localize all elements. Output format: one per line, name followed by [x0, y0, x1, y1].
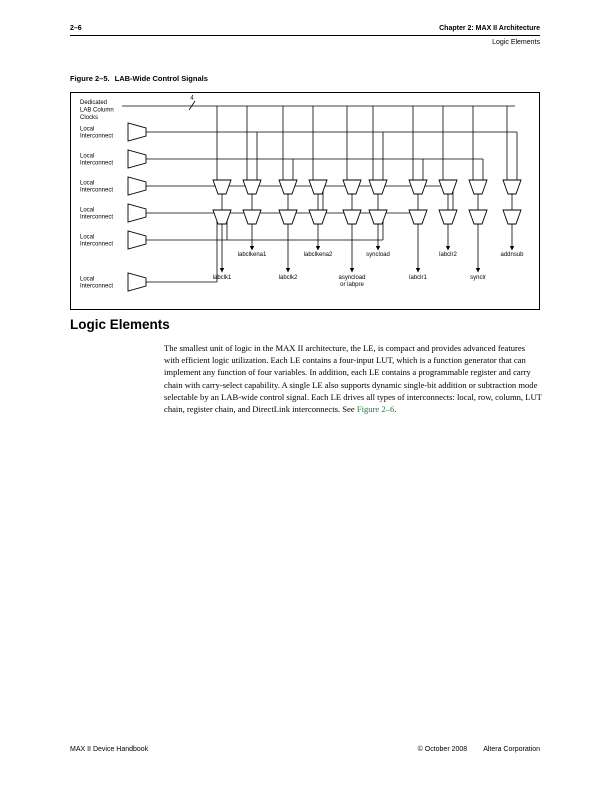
- li1-label-line1: Local: [80, 126, 95, 133]
- signal-label-asyncload-line2: or labpre: [340, 282, 364, 288]
- signal-label-labclkena1: labclkena1: [237, 252, 267, 258]
- signal-label-labclkena2: labclkena2: [303, 252, 333, 258]
- signal-label-syncload: syncload: [366, 252, 390, 258]
- mux-row-upper: [213, 180, 521, 194]
- li4-label-line2: Interconnect: [80, 214, 114, 221]
- page-header: [70, 25, 540, 46]
- li4-label-line1: Local: [80, 207, 95, 214]
- output-lines: [222, 224, 512, 268]
- signal-label-synclr: synclr: [470, 275, 486, 281]
- page-number: 2–6: [70, 25, 82, 32]
- li6-label-line2: Interconnect: [80, 283, 114, 290]
- li3-label-line2: Interconnect: [80, 187, 114, 194]
- li2-label-line1: Local: [80, 153, 95, 160]
- body-paragraph: [164, 342, 542, 415]
- body-text-after-link: .: [394, 404, 397, 415]
- signal-label-labclr2: labclr2: [439, 252, 457, 258]
- figure-label: Figure 2–5.: [70, 74, 110, 83]
- body-text: The smallest unit of logic in the MAX II architecture, the LE, is compact and provides advanced features with efficient logic utilization. Each LE contains a four-input LUT, which is a function generator that can implement any function of four variables. In addition, each LE contains a programmable register and carry chain with carry-select capability. A single LE also supports dynamic single-bit addition or subtraction mode selectable by an LAB-wide control signal. Each LE drives all types of interconnects: local, row, column, LUT chain, register chain, and DirectLink interconnects. See: [164, 343, 542, 415]
- footer-right: [418, 746, 540, 753]
- li3-label-line1: Local: [80, 180, 95, 187]
- arrowheads: [220, 246, 514, 273]
- signal-label-labclk1: labclk1: [212, 275, 232, 281]
- figure-title: LAB-Wide Control Signals: [114, 74, 208, 83]
- local-interconnect-drivers: [128, 123, 146, 291]
- figure-caption: [70, 74, 208, 83]
- footer-company: Altera Corporation: [483, 746, 540, 753]
- bus-width-label: 4: [190, 95, 194, 102]
- signal-label-asyncload: asyncload: [338, 275, 366, 281]
- footer-copyright: © October 2008: [417, 746, 468, 753]
- clock-label-line2: LAB Column: [80, 107, 114, 114]
- header-rule: [70, 35, 540, 36]
- signal-label-labclr1: labclr1: [409, 275, 427, 281]
- signal-label-labclk2: labclk2: [278, 275, 298, 281]
- page-footer: [70, 746, 540, 753]
- footer-left: MAX II Device Handbook: [70, 746, 149, 753]
- clock-label-line1: Dedicated: [80, 100, 108, 106]
- li6-label-line1: Local: [80, 276, 95, 283]
- figure-link[interactable]: Figure 2–6: [356, 404, 395, 415]
- chapter-title: Chapter 2: MAX II Architecture: [439, 25, 540, 32]
- li1-label-line2: Interconnect: [80, 133, 114, 140]
- li5-label-line1: Local: [80, 234, 95, 241]
- signal-label-addnsub: addnsub: [500, 252, 524, 258]
- mux-row-lower: [213, 210, 521, 224]
- section-heading: Logic Elements: [70, 317, 170, 332]
- lab-control-signals-diagram: [70, 92, 540, 310]
- li2-label-line2: Interconnect: [80, 160, 114, 167]
- li5-label-line2: Interconnect: [80, 241, 114, 248]
- clock-label-line3: Clocks: [80, 115, 99, 121]
- header-section-label: Logic Elements: [492, 39, 540, 46]
